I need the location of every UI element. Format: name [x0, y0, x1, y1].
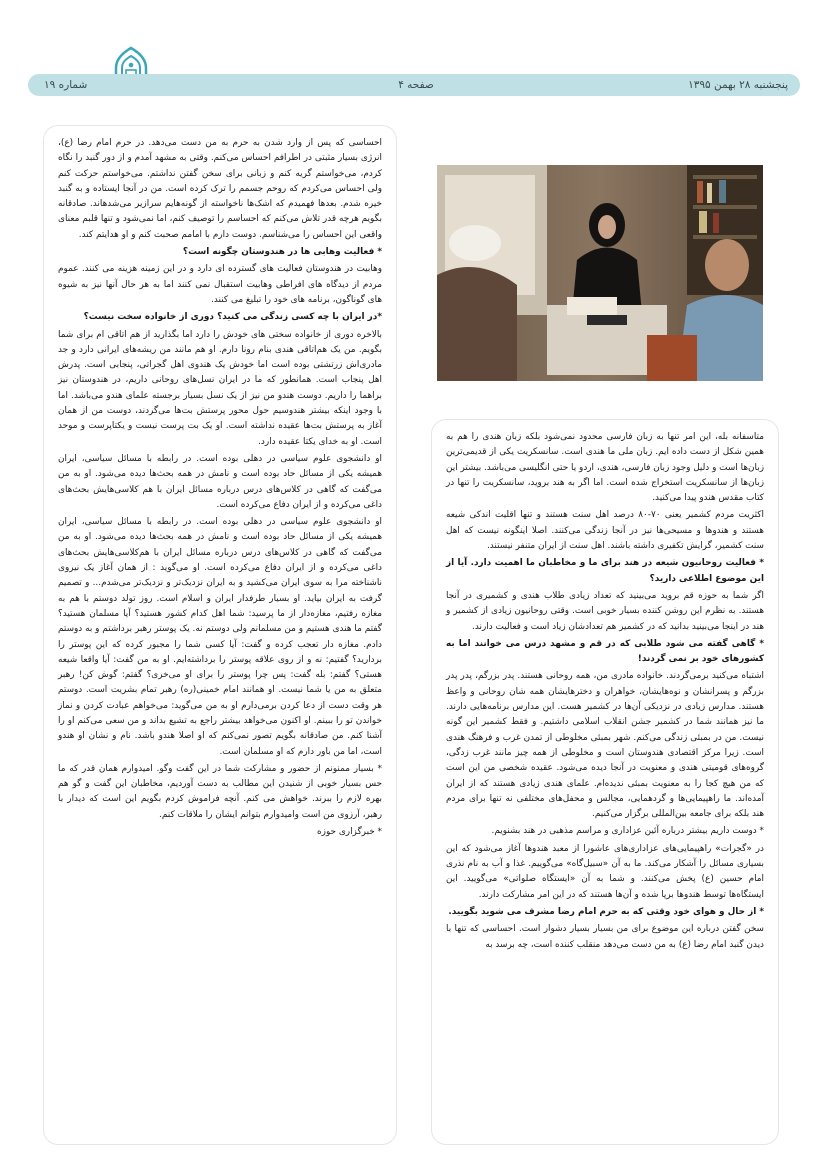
right-article-text [446, 430, 764, 953]
body-paragraph: * بسیار ممنونم از حضور و مشارکت شما در این گفت وگو. امیدوارم همان قدر که ما حس بسیار خوبی از شنیدن این مطالب به دست آوردیم، مخاطبان این گفت و گو هم بهره لازم را ببرند. خواهش می کنم. آنچه فراموش کردم بگویم این است که دیدار با رهبر، آرزوی من است وامیدوارم بتوانم ایشان را ملاقات کنم. [58, 763, 382, 820]
header-date: پنجشنبه ۲۸ بهمن ۱۳۹۵ [688, 79, 788, 91]
body-paragraph: بالاخره دوری از خانواده سختی های خودش را دارد اما بگذارید از هم اتاقی ام برای شما بگویم. من یک هم‌اتاقی هندی بنام رونا دارم. او هم مانند من ریشه‌های ایرانی دارد و جد مادری‌اش زرتشتی بوده است اما خودش یک هندوی اهل گجراتی، پنجابی است. پدرش اهل پنجاب است. همانطور که ما در ایران نسل‌های روحانی داریم، در هندوستان نیز براهما را داریم. دوست هندو من نیز از یک نسل بسیار برجسته علمای هندو می‌باشد. اما با وجود اینکه بیشتر هندوسیم حول محور پرستش بت‌ها می‌گردند، دوست من از همان آغاز به پرستش بت‌ها عقیده نداشته است. او یک بت پرست نیست و یکتاپرست و موحد است. او به خدای یکتا عقیده دارد. [58, 329, 382, 447]
body-paragraph: متاسفانه بله، این امر تنها به زبان فارسی محدود نمی‌شود بلکه زبان هندی را هم به همین شکل از دست داده ایم. زبان ملی ما هندی است. سانسکریت یکی از قدیمی‌ترین زبان‌ها است و دلیل وجود زبان فارسی، هندی، اردو یا حتی انگلیسی می‌باشد. بیشتر این زبان‌ها از سانسکریت استخراج شده است. اما اگر به هند بروید، سانسکریت را تنها در کتاب مقدس هندو پیدا می‌کنید. [446, 432, 764, 504]
body-paragraph: احساسی که پس از وارد شدن به حرم به من دست می‌دهد. در حرم امام رضا (ع)، انرژی بسیار مثبتی در اطرافم احساس می‌کنم. وقتی به مشهد آمدم و از دور گنبد را نگاه کردم، می‌خواستم گریه کنم و زبانی برای سخن گفتن نداشتم. می‌خواستم حرکت کنم ولی احساس می‌کردم که روحم جسمم را ترک کرده است. من در آنجا ایستاده و به گنبد خیره شدم. بعدها فهمیدم که اشک‌ها ناخواسته از گونه‌هایم سرازیر می‌شدهاند. صادقانه بگویم هرچه قدر تلاش می‌کنم که احساسم را توصیف کنم، اما نمی‌شود و تنها قلبم معنای واقعی این احساس را می‌شناسم. دوست دارم با امامم صحبت کنم و او هدایتم کند. [58, 138, 382, 240]
question-paragraph: * از حال و هوای خود وقتی که به حرم امام رضا مشرف می شوید بگویید. [448, 906, 764, 917]
page-header [28, 74, 800, 96]
body-paragraph: در «گجرات» راهپیمایی‌های عزاداری‌های عاشورا از معبد هندوها آغاز می‌شود که این بسیاری مسائل را آشکار می‌کند. ما به آن «سبیل‌گاه» می‌گوییم. غذا و آب به نام نذری امام حسین (ع) پخش می‌کنند. و شما به آن «ایستگاه صلواتی» می‌گویید. این ایستگاه‌ها توسط هندوها برپا شده و آن‌ها هستند که در این امر مشارکت دارند. [446, 843, 764, 900]
header-issue-number: شماره ۱۹ [44, 79, 88, 91]
interview-photo [437, 165, 763, 381]
left-article-text [58, 136, 382, 840]
body-paragraph: او دانشجوی علوم سیاسی در دهلی بوده است. در رابطه با مسائل سیاسی، ایران همیشه یکی از مسائل حاد بوده است و نامش در همه بحث‌ها دیده می‌شود. او به من می‌گفت که گاهی در کلاس‌های درس درباره مسائل ایران با هم‌کلاسی‌هایش بحث‌های داغی می‌کرده و از ایران دفاع می‌کرده است. او می‌گوید : از همان آغاز یک نیروی ناشناخته مرا به سوی ایران می‌کشید و به ایران نزدیک‌تر و نزدیک‌تر می‌شدم... و تصمیم گرفت به ایران بیاید. او بسیار طرفدار ایران و اسلام است. روز تولد دوستم با هم به مغازه رفتیم، مغازه‌دار از ما پرسید: شما اهل کدام کشور هستید؟ آیا مسلمان هستید؟ گفتم ما هندی هستیم و من مسلمانم ولی دوستم نه. یک پوستر رهبر برداشتم و به دوستم دادم. مغازه دار تعجب کرده و گفت: آیا کسی شما را مجبور کرده که این پوستر را بردارید؟ گفتیم: نه و از روی علاقه پوستر را برداشته‌ایم. او به من گفت: آیا واقعا شیعه هستی؟ گفتم: بله گفت: پس چرا پوستر را برای او می‌خری؟ گفتم: گوش کن! رهبر متعلق به من یا شما نیست. او همانند امام خمینی(ره) رهبر تمام بشریت است. دوستم هر وقت دست از دعا کردن برمی‌دارم او به من می‌گوید: می‌خواهم عبادت کردن و نماز خواندن تو را ببینم. او اکنون می‌خواهد بیشتر راجع به تشیع بداند و من سعی می‌کنم او را آشنا کنم. من صادقانه بگویم تصور نمی‌کنم که او اصلا هندو باشد. نام و نشان او هندو است، اما من باور دارم که او مسلمان است. [58, 517, 382, 757]
question-paragraph: * فعالیت وهابی ها در هندوستان چگونه است؟ [182, 247, 382, 258]
body-paragraph: * دوست داریم بیشتر درباره آئین عزاداری و مراسم مذهبی در هند بشنویم. [491, 826, 764, 837]
question-paragraph: * فعالیت روحانیون شیعه در هند برای ما و مخاطبان ما اهمیت دارد. آیا از این موضوع اطلاعی دارید؟ [446, 558, 764, 584]
question-paragraph: *در ایران با چه کسی زندگی می کنید؟ دوری از خانواده سخت نیست؟ [83, 312, 382, 323]
header-page-number: صفحه ۴ [398, 79, 434, 91]
body-paragraph: سخن گفتن درباره این موضوع برای من بسیار بسیار دشوار است. احساسی که تنها با دیدن گنبد امام رضا (ع) به من دست می‌دهد منقلب کننده است، چه برسد به [446, 924, 764, 950]
body-paragraph: او دانشجوی علوم سیاسی در دهلی بوده است. در رابطه با مسائل سیاسی، ایران همیشه یکی از مسائل حاد بوده است و نامش در همه بحث‌ها دیده می‌شود. او به من می‌گفت که گاهی در کلاس‌های درس درباره مسائل ایران با هم کلاسی‌هایش بحث‌های داغی می‌کرده و از ایران دفاع می‌کرده است. [58, 453, 382, 510]
body-paragraph: وهابیت در هندوستان فعالیت های گسترده ای دارد و در این زمینه هزینه می کنند. عموم مردم از دیدگاه های افراطی وهابیت استقبال نمی کنند اما به هر حال آنها نیز به شیوه های گوناگون، برنامه های خود را تبلیغ می کنند. [58, 264, 382, 305]
left-text-column [44, 126, 396, 1144]
body-paragraph: * خبرگزاری حوزه [317, 827, 382, 838]
right-text-column [432, 420, 778, 1144]
body-paragraph: اشتباه می‌کنید برمی‌گردند. خانواده مادری من، همه روحانی هستند. پدر بزرگم، پدر پدر بزرگم و پسرانشان و نوه‌هایشان، خواهران و دخترهایشان همه شان روحانی و واعظ هستند. مدارس زیادی در نزدیکی آن‌ها در کشمیر هست. این مدارس برنامه‌هایی دارند. ما نیز همانند شما در کشمیر جشن انقلاب اسلامی داشتیم. و فقط کشمیر این گونه نیست. من در بمبئی زندگی می‌کنم. شهر بمبئی مخلوطی از تمدن غرب و فرهنگ هندی است. زیرا مرکز اقتصادی هندوستان است و مخلوطی از همه چیز مانند غرب زدگی، گروه‌های قومیتی هندی و معنویت در آنجا دیده می‌شود. عقیده شخصی من این است که من هیچ کجا را به معنویت بمبئی ندیده‌ام. علمای هندی زیادی هستند که از ایران آمده‌اند. ما راهپیمایی‌ها و گردهمایی، مجالس و محفل‌های مختلفی نه تنها برای مردم هند بلکه برای جامعه بین‌المللی برگزار می‌کنیم. [446, 671, 764, 820]
question-paragraph: * گاهی گفته می شود طلابی که در قم و مشهد درس می خوانند اما به کشورهای خود بر نمی گردند! [446, 638, 764, 665]
body-paragraph: اگر شما به حوزه قم بروید می‌بینید که تعداد زیادی طلاب هندی و کشمیری در آنجا هستند. به نظرم این روشن کننده بسیار خوبی است. وقتی روحانیون زیادی از کشمیر و هند در اینجا می‌بینید بدانید که در کشمیر هم تعدادشان زیاد است و فعالیت دارند. [446, 590, 764, 632]
body-paragraph: اکثریت مردم کشمیر یعنی ۷۰-۸۰ درصد اهل سنت هستند و تنها اقلیت اندکی شیعه هستند و هندوها و مسیحی‌ها نیز در آنجا زندگی می‌کنند. اصلا اینگونه نیست که اهل سنت کشمیر، گرایش تکفیری داشته باشند. اهل سنت از ایران متنفر نیستند. [446, 510, 764, 552]
